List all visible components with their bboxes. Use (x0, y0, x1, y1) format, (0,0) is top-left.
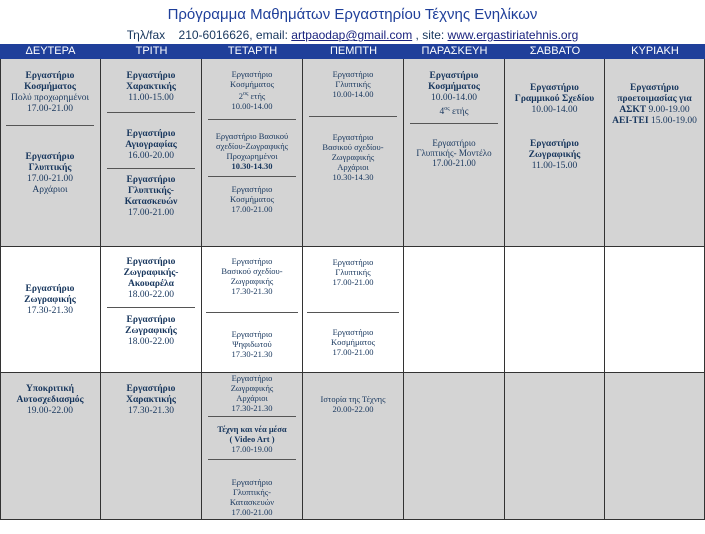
class-engraving-evening: Εργαστήριο Χαρακτικής 17.30-21.30 (126, 384, 176, 416)
column-thursday (303, 59, 404, 520)
divider (107, 168, 195, 169)
divider (208, 119, 296, 120)
contact-line (0, 28, 705, 42)
divider (208, 176, 296, 177)
class-iconography: Εργαστήριο Αγιογραφίας 16.00-20.00 (125, 129, 177, 161)
class-painting-saturday: Εργαστήριο Ζωγραφικής 11.00-15.00 (528, 139, 581, 171)
class-technical-drawing: Εργαστήριο Γραμμικού Σχεδίου 10.00-14.00 (514, 83, 595, 115)
column-wednesday (202, 59, 303, 520)
divider (107, 112, 195, 113)
day-header-friday: ΠΑΡΑΣΚΕΥΗ (404, 44, 505, 59)
divider (206, 312, 298, 313)
site-prefix: , site: (412, 28, 448, 42)
contact-phone: Τηλ/fax 210-6016626, email: (126, 28, 292, 42)
divider (6, 125, 94, 126)
class-basic-drawing-beginners: Εργαστήριο Βασικού σχεδίου- Ζωγραφικής Αρχάριοι 10.30-14.30 (322, 132, 384, 182)
divider (309, 116, 397, 117)
divider (208, 459, 296, 460)
band-afternoon (404, 246, 504, 372)
column-friday (404, 59, 505, 520)
day-header-tuesday: ΤΡΙΤΗ (101, 44, 202, 59)
class-painting-beginners: Εργαστήριο Ζωγραφικής Αρχάριοι 17.30-21.30 (230, 373, 274, 413)
row-separator-afternoon (0, 246, 705, 247)
class-jewelry-2nd-year: Εργαστήριο Κοσμήματος $2^{o\varsigma}$ ετής 10.00-14.00 (229, 69, 274, 111)
class-sculpture-model: Εργαστήριο Γλυπτικής- Μοντέλο 17.00-21.00 (416, 138, 492, 168)
class-art-history: Ιστορία της Τέχνης 20.00-22.00 (320, 394, 386, 414)
class-jewelry-evening: Εργαστήριο Κοσμήματος 17.00-21.00 (229, 184, 274, 214)
column-saturday (505, 59, 605, 520)
column-tuesday (101, 59, 202, 520)
table-border-left (0, 59, 1, 520)
class-jewelry-4th-year: Εργαστήριο Κοσμήματος 10.00-14.00 $4^{o\varsigma}$ ετής (428, 71, 480, 118)
class-basic-drawing-advanced: Εργαστήριο Βασικού σχεδίου-Ζωγραφικής Προχωρημένοι 10.30-14.30 (215, 131, 289, 171)
class-sculpture-evening: Εργαστήριο Γλυπτικής 17.00-21.00 (332, 257, 374, 287)
divider (307, 312, 399, 313)
divider (107, 307, 195, 308)
class-sculpture-construction: Εργαστήριο Γλυπτικής- Κατασκευών 17.00-21.00 (124, 175, 178, 218)
class-sculpture-beginners: Εργαστήριο Γλυπτικής 17.00-21.00 Αρχάριοι (25, 152, 75, 195)
class-painting-watercolor: Εργαστήριο Ζωγραφικής- Ακουαρέλα 18.00-22.00 (123, 257, 179, 300)
band-evening (505, 372, 604, 520)
day-header-saturday: ΣΑΒΒΑΤΟ (505, 44, 605, 59)
day-header-wednesday: ΤΕΤΑΡΤΗ (202, 44, 303, 59)
class-painting: Εργαστήριο Ζωγραφικής 17.30-21.30 (24, 284, 76, 316)
class-acting-improv: Υποκριτική Αυτοσχεδιασμός 19.00-22.00 (16, 384, 84, 416)
day-header-thursday: ΠΕΜΠΤΗ (303, 44, 404, 59)
email-link[interactable]: artpaodap@gmail.com (291, 28, 413, 42)
class-jewelry-thu-evening: Εργαστήριο Κοσμήματος 17.00-21.00 (330, 327, 375, 357)
page-title: Πρόγραμμα Μαθημάτων Εργαστηρίου Τέχνης Ενηλίκων (167, 6, 538, 23)
day-header-monday: ΔΕΥΤΕΡΑ (0, 44, 101, 59)
class-mosaic: Εργαστήριο Ψηφιδωτού 17.30-21.30 (231, 329, 273, 359)
class-sculpture-morning: Εργαστήριο Γλυπτικής 10.00-14.00 (332, 69, 374, 99)
site-link[interactable]: www.ergastiriatehnis.org (447, 28, 579, 42)
table-border-bottom (0, 519, 705, 520)
band-evening (605, 372, 704, 520)
row-separator-evening (0, 372, 705, 373)
divider (410, 123, 498, 124)
column-sunday (605, 59, 705, 520)
class-engraving-morning: Εργαστήριο Χαρακτικής 11.00-15.00 (126, 71, 176, 103)
class-video-art: Τέχνη και νέα μέσα ( Video Art ) 17.00-19.00 (217, 424, 287, 454)
day-header-sunday: ΚΥΡΙΑΚΗ (605, 44, 705, 59)
band-afternoon (505, 246, 604, 372)
band-afternoon (605, 246, 704, 372)
class-painting-evening: Εργαστήριο Ζωγραφικής 18.00-22.00 (125, 315, 177, 347)
class-sculpture-construction-evening: Εργαστήριο Γλυπτικής- Κατασκευών 17.00-21.00 (229, 477, 275, 517)
class-basic-drawing-evening: Εργαστήριο Βασικού σχεδίου- Ζωγραφικής 17.30-21.30 (221, 256, 283, 296)
band-evening (404, 372, 504, 520)
schedule-table (0, 44, 705, 520)
column-monday (0, 59, 101, 520)
divider (208, 416, 296, 417)
class-jewelry-advanced: Εργαστήριο Κοσμήματος Πολύ προχωρημένοι 17.00-21.00 (10, 71, 90, 114)
class-exam-preparation: Εργαστήριο προετοιμασίας για ΑΣΚΤ 9.00-19.00 ΑΕΙ-ΤΕΙ 15.00-19.00 (612, 83, 697, 126)
